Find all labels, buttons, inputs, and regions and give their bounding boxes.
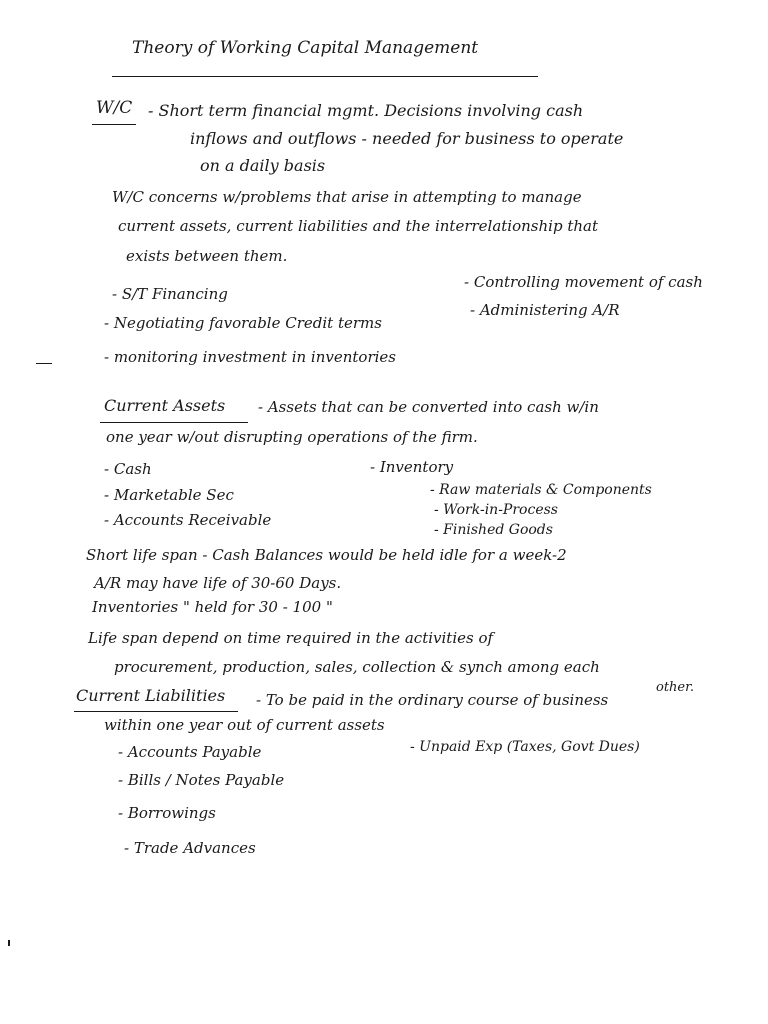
- wc-bullet-right: - Administering A/R: [470, 301, 620, 319]
- wc-definition-line: inflows and outflows - needed for business to operate: [190, 129, 624, 148]
- current-assets-definition: one year w/out disrupting operations of the firm.: [106, 428, 478, 446]
- life-span-line: Life span depend on time required in the activities of: [88, 629, 494, 647]
- life-span-line: procurement, production, sales, collection & synch among each: [114, 658, 600, 676]
- wc-concern-line: current assets, current liabilities and the interrelationship that: [118, 217, 598, 235]
- life-span-line: Short life span - Cash Balances would be held idle for a week-2: [86, 546, 567, 564]
- inventory-subitem: - Work-in-Process: [434, 502, 558, 518]
- title-underline: [112, 76, 538, 77]
- current-assets-underline: [100, 422, 248, 423]
- current-liabilities-heading: Current Liabilities: [76, 686, 226, 705]
- current-liabilities-underline: [74, 711, 238, 712]
- liability-item: - Bills / Notes Payable: [118, 771, 285, 789]
- liability-item: - Borrowings: [118, 804, 216, 822]
- life-span-line: Inventories " held for 30 - 100 ": [92, 598, 333, 616]
- wc-concern-line: exists between them.: [126, 247, 288, 265]
- life-span-line: A/R may have life of 30-60 Days.: [94, 574, 342, 592]
- liability-item: - Trade Advances: [124, 839, 256, 857]
- current-assets-definition: - Assets that can be converted into cash w/in: [258, 398, 599, 416]
- wc-term: W/C: [96, 98, 133, 118]
- current-asset-item: - Accounts Receivable: [104, 511, 272, 529]
- wc-bullet: - monitoring investment in inventories: [104, 348, 396, 366]
- current-assets-heading: Current Assets: [104, 396, 226, 415]
- liability-item-right: - Unpaid Exp (Taxes, Govt Dues): [410, 739, 640, 755]
- wc-definition-line: on a daily basis: [200, 156, 326, 175]
- inventory-subitem: - Finished Goods: [434, 522, 553, 538]
- wc-definition-line: - Short term financial mgmt. Decisions involving cash: [148, 101, 584, 120]
- life-span-line-extra: other.: [656, 680, 695, 695]
- current-liabilities-definition: - To be paid in the ordinary course of business: [256, 691, 609, 709]
- page-title: Theory of Working Capital Management: [132, 38, 479, 58]
- liability-item: - Accounts Payable: [118, 743, 262, 761]
- wc-bullet: - S/T Financing: [112, 285, 228, 303]
- wc-bullet: - Negotiating favorable Credit terms: [104, 314, 382, 332]
- inventory-subitem: - Raw materials & Components: [430, 482, 652, 498]
- current-asset-item: - Cash: [104, 460, 152, 478]
- current-asset-item: - Marketable Sec: [104, 486, 234, 504]
- wc-term-underline: [92, 124, 136, 125]
- inventory-item: - Inventory: [370, 458, 454, 476]
- current-liabilities-definition: within one year out of current assets: [104, 716, 385, 734]
- wc-bullet-right: - Controlling movement of cash: [464, 273, 703, 291]
- wc-concern-line: W/C concerns w/problems that arise in attempting to manage: [112, 188, 582, 206]
- margin-mark: [36, 363, 52, 364]
- margin-dot: [8, 940, 10, 946]
